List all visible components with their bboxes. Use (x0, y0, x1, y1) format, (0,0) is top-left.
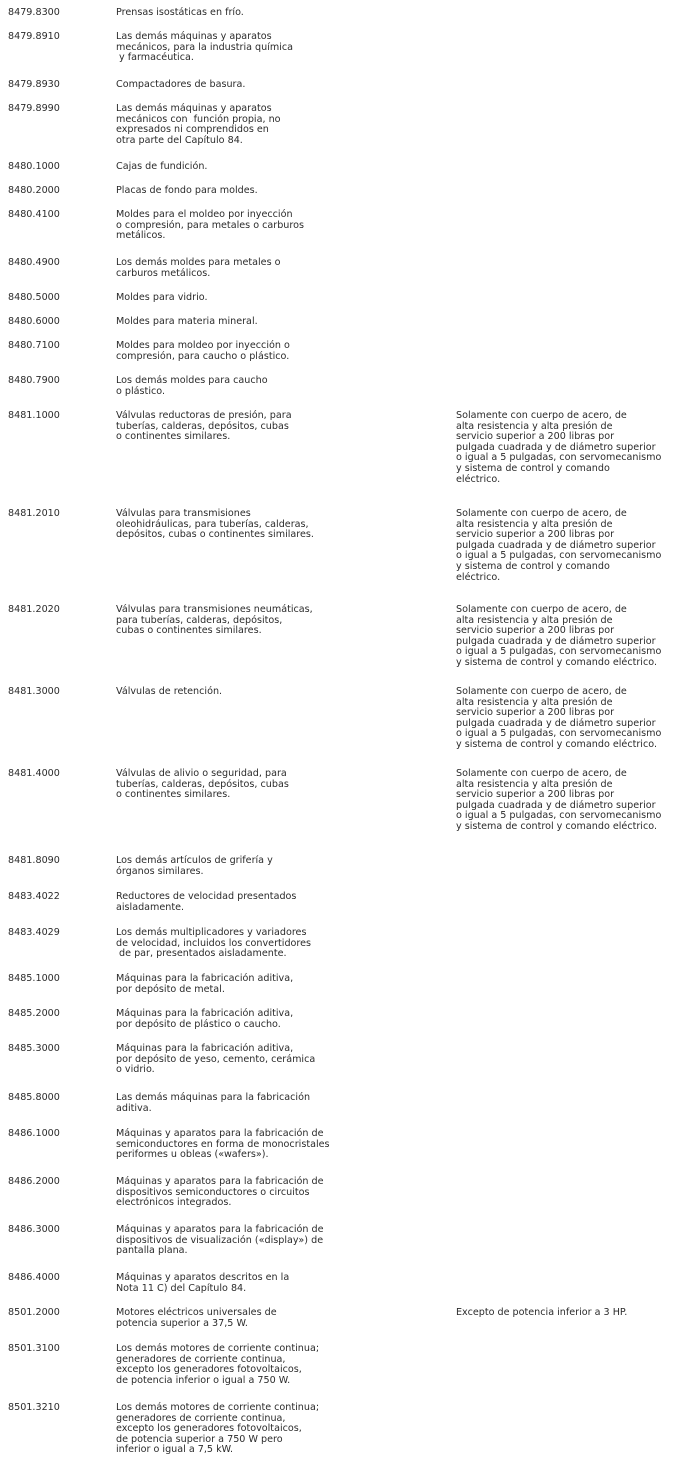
tariff-description: Moldes para vidrio. (116, 292, 208, 303)
tariff-code: 8501.3100 (8, 1343, 60, 1354)
tariff-code: 8479.8300 (8, 7, 60, 18)
tariff-code: 8485.1000 (8, 973, 60, 984)
tariff-description: Válvulas para transmisiones neumáticas, para tuberías, calderas, depósitos, cubas o continentes similares. (116, 604, 313, 637)
tariff-code: 8501.2000 (8, 1307, 60, 1318)
tariff-description: Máquinas para la fabricación aditiva, por depósito de yeso, cemento, cerámica o vidrio. (116, 1043, 316, 1076)
tariff-code: 8481.1000 (8, 410, 60, 421)
tariff-code: 8483.4029 (8, 927, 60, 938)
tariff-description: Máquinas para la fabricación aditiva, por depósito de plástico o caucho. (116, 1008, 294, 1030)
tariff-description: Los demás motores de corriente continua; generadores de corriente continua, excepto los generadores fotovoltaicos, de potencia inferior o igual a 750 W. (116, 1343, 320, 1386)
tariff-code: 8481.3000 (8, 686, 60, 697)
tariff-description: Moldes para materia mineral. (116, 316, 258, 327)
tariff-description: Los demás moldes para metales o carburos metálicos. (116, 257, 281, 279)
tariff-description: Cajas de fundición. (116, 161, 208, 172)
tariff-description: Los demás multiplicadores y variadores de velocidad, incluidos los convertidores de par, presentados aisladamente. (116, 927, 312, 960)
tariff-description: Prensas isostáticas en frío. (116, 7, 244, 18)
tariff-description: Las demás máquinas para la fabricación aditiva. (116, 1092, 311, 1114)
tariff-code: 8486.3000 (8, 1224, 60, 1235)
tariff-note: Solamente con cuerpo de acero, de alta resistencia y alta presión de servicio superior a 200 libras por pulgada cuadrada y de diámetro superior o igual a 5 pulgadas, con servomecanismo y sistema de control y comando eléctrico. (456, 604, 662, 668)
tariff-code: 8485.8000 (8, 1092, 60, 1103)
tariff-code: 8486.4000 (8, 1272, 60, 1283)
tariff-code: 8479.8930 (8, 79, 60, 90)
tariff-description: Las demás máquinas y aparatos mecánicos con función propia, no expresados ni comprendidos en otra parte del Capítulo 84. (116, 103, 281, 146)
tariff-code: 8480.1000 (8, 161, 60, 172)
tariff-description: Compactadores de basura. (116, 79, 246, 90)
tariff-code: 8480.7100 (8, 340, 60, 351)
tariff-description: Reductores de velocidad presentados aisladamente. (116, 891, 297, 913)
tariff-description: Máquinas y aparatos para la fabricación de dispositivos semiconductores o circuitos electrónicos integrados. (116, 1176, 324, 1209)
tariff-code: 8501.3210 (8, 1402, 60, 1413)
tariff-code: 8485.3000 (8, 1043, 60, 1054)
tariff-code: 8486.2000 (8, 1176, 60, 1187)
tariff-description: Motores eléctricos universales de potencia superior a 37,5 W. (116, 1307, 277, 1329)
tariff-code: 8480.4900 (8, 257, 60, 268)
tariff-code: 8480.2000 (8, 185, 60, 196)
tariff-description: Los demás motores de corriente continua; generadores de corriente continua, excepto los generadores fotovoltaicos, de potencia superior a 750 W pero inferior o igual a 7,5 kW. (116, 1402, 320, 1456)
tariff-code: 8481.2010 (8, 508, 60, 519)
tariff-code: 8483.4022 (8, 891, 60, 902)
tariff-code: 8480.7900 (8, 375, 60, 386)
tariff-code: 8480.5000 (8, 292, 60, 303)
tariff-description: Los demás artículos de grifería y órganos similares. (116, 855, 273, 877)
tariff-description: Válvulas para transmisiones oleohidráulicas, para tuberías, calderas, depósitos, cubas o continentes similares. (116, 508, 314, 541)
tariff-note: Solamente con cuerpo de acero, de alta resistencia y alta presión de servicio superior a 200 libras por pulgada cuadrada y de diámetro superior o igual a 5 pulgadas, con servomecanismo y sistema de control y comando eléctrico. (456, 686, 662, 750)
tariff-code: 8485.2000 (8, 1008, 60, 1019)
tariff-description: Los demás moldes para caucho o plástico. (116, 375, 268, 397)
tariff-description: Máquinas y aparatos descritos en la Nota 11 C) del Capítulo 84. (116, 1272, 290, 1294)
tariff-description: Máquinas y aparatos para la fabricación de semiconductores en forma de monocristales periformes u obleas («wafers»). (116, 1128, 330, 1161)
tariff-description: Moldes para moldeo por inyección o compresión, para caucho o plástico. (116, 340, 290, 362)
tariff-description: Válvulas de alivio o seguridad, para tuberías, calderas, depósitos, cubas o continentes similares. (116, 768, 289, 801)
tariff-note: Solamente con cuerpo de acero, de alta resistencia y alta presión de servicio superior a 200 libras por pulgada cuadrada y de diámetro superior o igual a 5 pulgadas, con servomecanismo y sistema de control y comando eléctrico. (456, 508, 662, 583)
tariff-code: 8481.2020 (8, 604, 60, 615)
tariff-code: 8486.1000 (8, 1128, 60, 1139)
tariff-description: Máquinas para la fabricación aditiva, por depósito de metal. (116, 973, 294, 995)
tariff-note: Excepto de potencia inferior a 3 HP. (456, 1307, 628, 1318)
tariff-code: 8479.8910 (8, 31, 60, 42)
tariff-description: Válvulas de retención. (116, 686, 223, 697)
tariff-code: 8480.4100 (8, 209, 60, 220)
tariff-description: Máquinas y aparatos para la fabricación de dispositivos de visualización («display») de pantalla plana. (116, 1224, 324, 1257)
tariff-description: Placas de fondo para moldes. (116, 185, 258, 196)
tariff-note: Solamente con cuerpo de acero, de alta resistencia y alta presión de servicio superior a 200 libras por pulgada cuadrada y de diámetro superior o igual a 5 pulgadas, con servomecanismo y sistema de control y comando eléctrico. (456, 768, 662, 832)
tariff-description: Válvulas reductoras de presión, para tuberías, calderas, depósitos, cubas o continentes similares. (116, 410, 292, 443)
tariff-note: Solamente con cuerpo de acero, de alta resistencia y alta presión de servicio superior a 200 libras por pulgada cuadrada y de diámetro superior o igual a 5 pulgadas, con servomecanismo y sistema de control y comando eléctrico. (456, 410, 662, 485)
tariff-code: 8481.4000 (8, 768, 60, 779)
tariff-description: Moldes para el moldeo por inyección o compresión, para metales o carburos metálicos. (116, 209, 304, 242)
tariff-code: 8481.8090 (8, 855, 60, 866)
tariff-description: Las demás máquinas y aparatos mecánicos, para la industria química y farmacéutica. (116, 31, 294, 64)
tariff-code: 8480.6000 (8, 316, 60, 327)
tariff-code: 8479.8990 (8, 103, 60, 114)
